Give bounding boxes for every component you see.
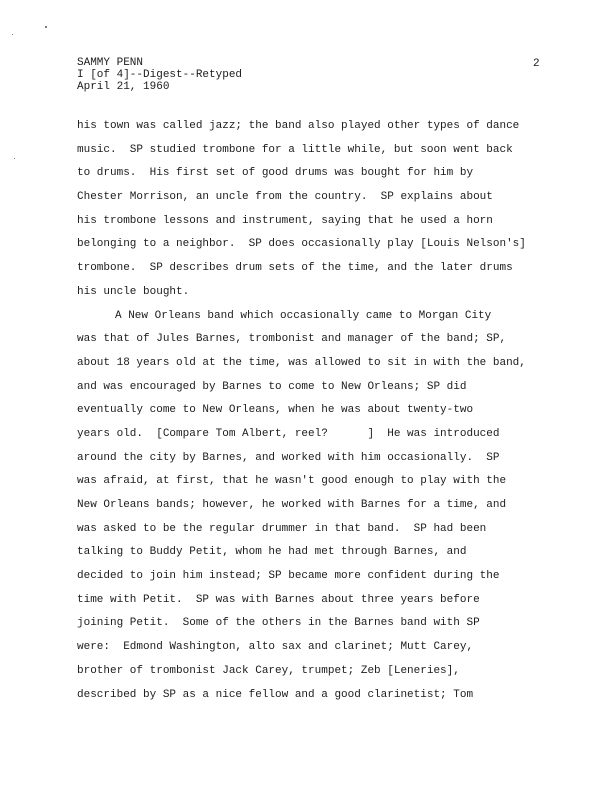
text-line: Chester Morrison, an uncle from the country. SP explains about [77,191,493,204]
transcript-body [77,115,567,707]
text-line: was asked to be the regular drummer in that band. SP had been [77,522,487,535]
text-line: talking to Buddy Petit, whom he had met through Barnes, and [77,546,467,559]
text-line: eventually come to New Orleans, when he was about twenty-two [77,404,474,417]
scan-speck [14,158,15,159]
text-line: joining Petit. Some of the others in the Barnes band with SP [77,617,480,630]
text-line: his uncle bought. [77,285,190,298]
text-line: music. SP studied trombone for a little while, but soon went back [77,143,513,156]
text-line: belonging to a neighbor. SP does occasionally play [Louis Nelson's] [77,238,526,251]
interviewee-name: SAMMY PENN [77,57,144,69]
text-line: decided to join him instead; SP became more confident during the [77,570,500,583]
paragraph-start-line: A New Orleans band which occasionally came to Morgan City [115,309,492,322]
text-line: New Orleans bands; however, he worked with Barnes for a time, and [77,499,507,511]
text-line: to drums. His first set of good drums was bought for him by [77,167,474,180]
text-line: time with Petit. SP was with Barnes about three years before [77,593,480,606]
reel-description: I [of 4]--Digest--Retyped [77,69,243,81]
interview-date: April 21, 1960 [77,81,170,93]
text-line: around the city by Barnes, and worked with him occasionally. SP [77,451,500,464]
text-line: was that of Jules Barnes, trombonist and manager of the band; SP, [77,333,507,346]
text-line: and was encouraged by Barnes to come to New Orleans; SP did [77,380,467,393]
text-line: described by SP as a nice fellow and a good clarinetist; Tom [77,688,474,701]
scan-speck [12,34,13,35]
text-line: about 18 years old at the time, was allowed to sit in with the band, [77,356,526,369]
text-line: his trombone lessons and instrument, saying that he used a horn [77,214,493,227]
text-line: years old. [Compare Tom Albert, reel? ] He was introduced [77,427,500,440]
text-line: his town was called jazz; the band also played other types of dance [77,120,520,132]
text-line: trombone. SP describes drum sets of the time, and the later drums [77,262,513,275]
text-line: was afraid, at first, that he wasn't good enough to play with the [77,475,507,488]
document-header [77,57,242,93]
text-line: brother of trombonist Jack Carey, trumpet; Zeb [Leneries], [77,664,460,677]
text-line: were: Edmond Washington, alto sax and clarinet; Mutt Carey, [77,641,474,654]
scan-speck [45,26,47,28]
page-number: 2 [533,58,540,70]
